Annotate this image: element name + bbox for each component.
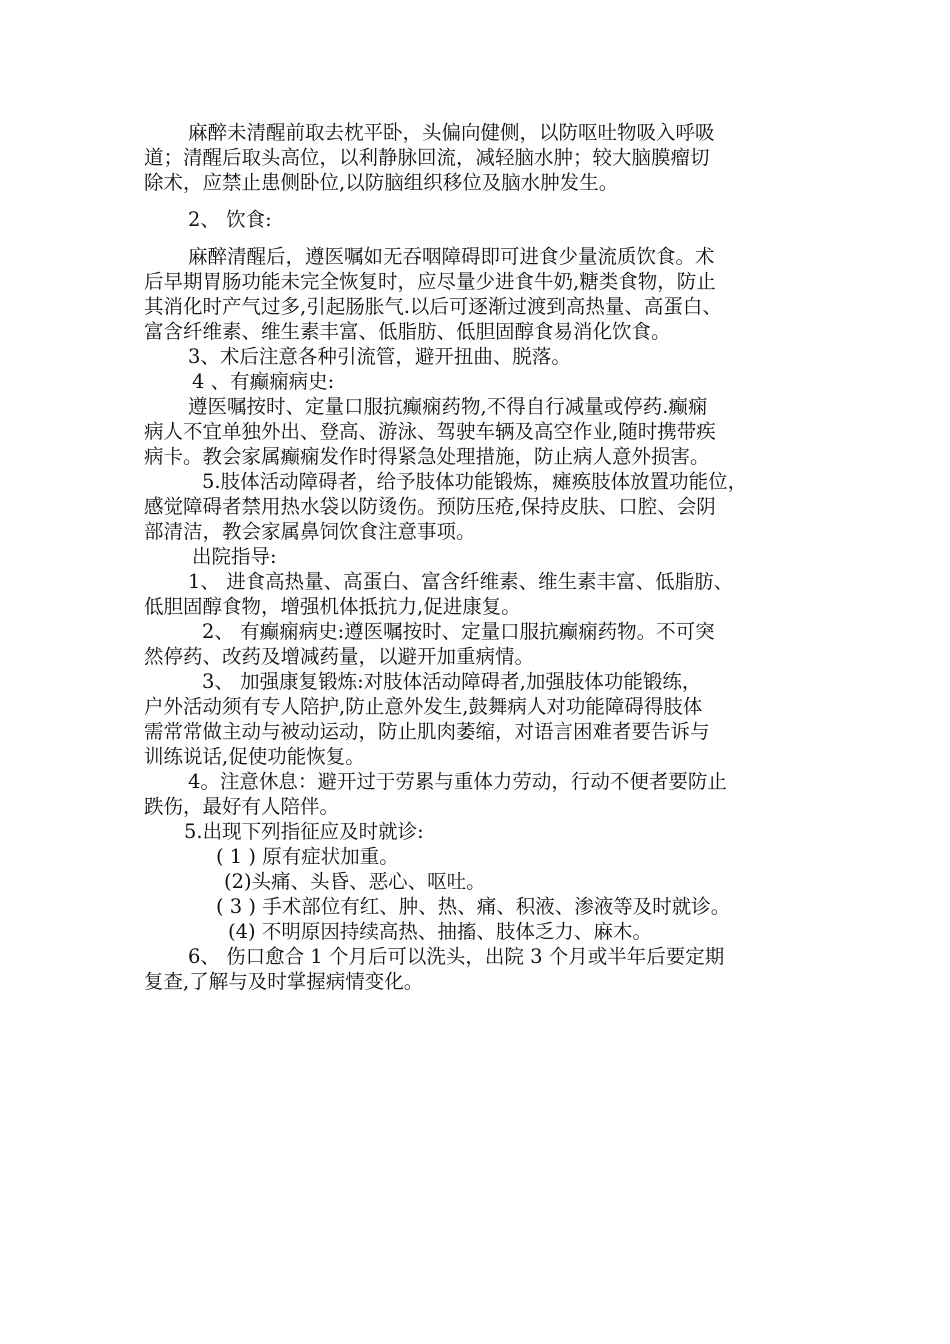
paragraph-line: 病人不宜单独外出、登高、游泳、驾驶车辆及高空作业,随时携带疾 bbox=[144, 420, 716, 443]
document-body bbox=[144, 120, 824, 994]
spacer bbox=[144, 232, 824, 244]
paragraph-line: 麻醉未清醒前取去枕平卧，头偏向健侧，以防呕吐物吸入呼吸 bbox=[188, 121, 715, 144]
paragraph-line: 感觉障碍者禁用热水袋以防烫伤。预防压疮,保持皮肤、口腔、会阴 bbox=[144, 495, 716, 518]
paragraph-line: 复查,了解与及时掌握病情变化。 bbox=[144, 970, 424, 993]
paragraph-line: 跌伤，最好有人陪伴。 bbox=[144, 795, 340, 818]
list-item: 6、 伤口愈合 1 个月后可以洗头，出院 3 个月或半年后要定期 bbox=[188, 945, 725, 968]
paragraph-line: 除术，应禁止患侧卧位,以防脑组织移位及脑水肿发生。 bbox=[144, 171, 619, 194]
list-item: 5.出现下列指征应及时就诊: bbox=[184, 820, 424, 843]
section-heading-diet: 2、 饮食: bbox=[188, 208, 272, 231]
paragraph-line: 然停药、改药及增减药量，以避开加重病情。 bbox=[144, 645, 535, 668]
sub-list-item: ( 1 ) 原有症状加重。 bbox=[216, 845, 399, 868]
section-heading-discharge: 出院指导: bbox=[192, 545, 277, 568]
sub-list-item: (4) 不明原因持续高热、抽搐、肢体乏力、麻木。 bbox=[228, 920, 652, 943]
paragraph-line: 麻醉清醒后，遵医嘱如无吞咽障碍即可进食少量流质饮食。术 bbox=[188, 245, 715, 268]
sub-list-item: ( 3 ) 手术部位有红、肿、热、痛、积液、渗液等及时就诊。 bbox=[216, 895, 731, 918]
paragraph-line: 道；清醒后取头高位，以利静脉回流，减轻脑水肿；较大脑膜瘤切 bbox=[144, 146, 710, 169]
list-item: 1、 进食高热量、高蛋白、富含纤维素、维生素丰富、低脂肪、 bbox=[188, 570, 734, 593]
list-item: 2、 有癫痫病史:遵医嘱按时、定量口服抗癫痫药物。不可突 bbox=[202, 620, 715, 643]
paragraph-line: 其消化时产气过多,引起肠胀气.以后可逐渐过渡到高热量、高蛋白、 bbox=[144, 295, 722, 318]
paragraph-line: 训练说话,促使功能恢复。 bbox=[144, 745, 365, 768]
paragraph-line: 部清洁，教会家属鼻饲饮食注意事项。 bbox=[144, 520, 476, 543]
spacer bbox=[144, 195, 824, 207]
list-item: 4。注意休息：避开过于劳累与重体力劳动，行动不便者要防止 bbox=[188, 770, 727, 793]
paragraph-line: 富含纤维素、维生素丰富、低脂肪、低胆固醇食易消化饮食。 bbox=[144, 320, 671, 343]
paragraph-line: 低胆固醇食物，增强机体抵抗力,促进康复。 bbox=[144, 595, 521, 618]
paragraph-line: 5.肢体活动障碍者，给予肢体功能锻炼，瘫痪肢体放置功能位， bbox=[202, 470, 748, 493]
paragraph-line: 户外活动须有专人陪护,防止意外发生,鼓舞病人对功能障碍得肢体 bbox=[144, 695, 703, 718]
paragraph-line: 病卡。教会家属癫痫发作时得紧急处理措施，防止病人意外损害。 bbox=[144, 445, 710, 468]
section-heading-epilepsy: 4 、有癫痫病史: bbox=[192, 370, 335, 393]
paragraph-line: 后早期胃肠功能未完全恢复时，应尽量少进食牛奶,糖类食物，防止 bbox=[144, 270, 716, 293]
paragraph-line: 遵医嘱按时、定量口服抗癫痫药物,不得自行减量或停药.癫痫 bbox=[188, 395, 708, 418]
list-item: 3、 加强康复锻炼:对肢体活动障碍者,加强肢体功能锻练， bbox=[202, 670, 702, 693]
sub-list-item: (2)头痛、头昏、恶心、呕吐。 bbox=[224, 870, 486, 893]
paragraph-line: 3、术后注意各种引流管，避开扭曲、脱落。 bbox=[188, 345, 571, 368]
paragraph-line: 需常常做主动与被动运动，防止肌肉萎缩，对语言困难者要告诉与 bbox=[144, 720, 710, 743]
